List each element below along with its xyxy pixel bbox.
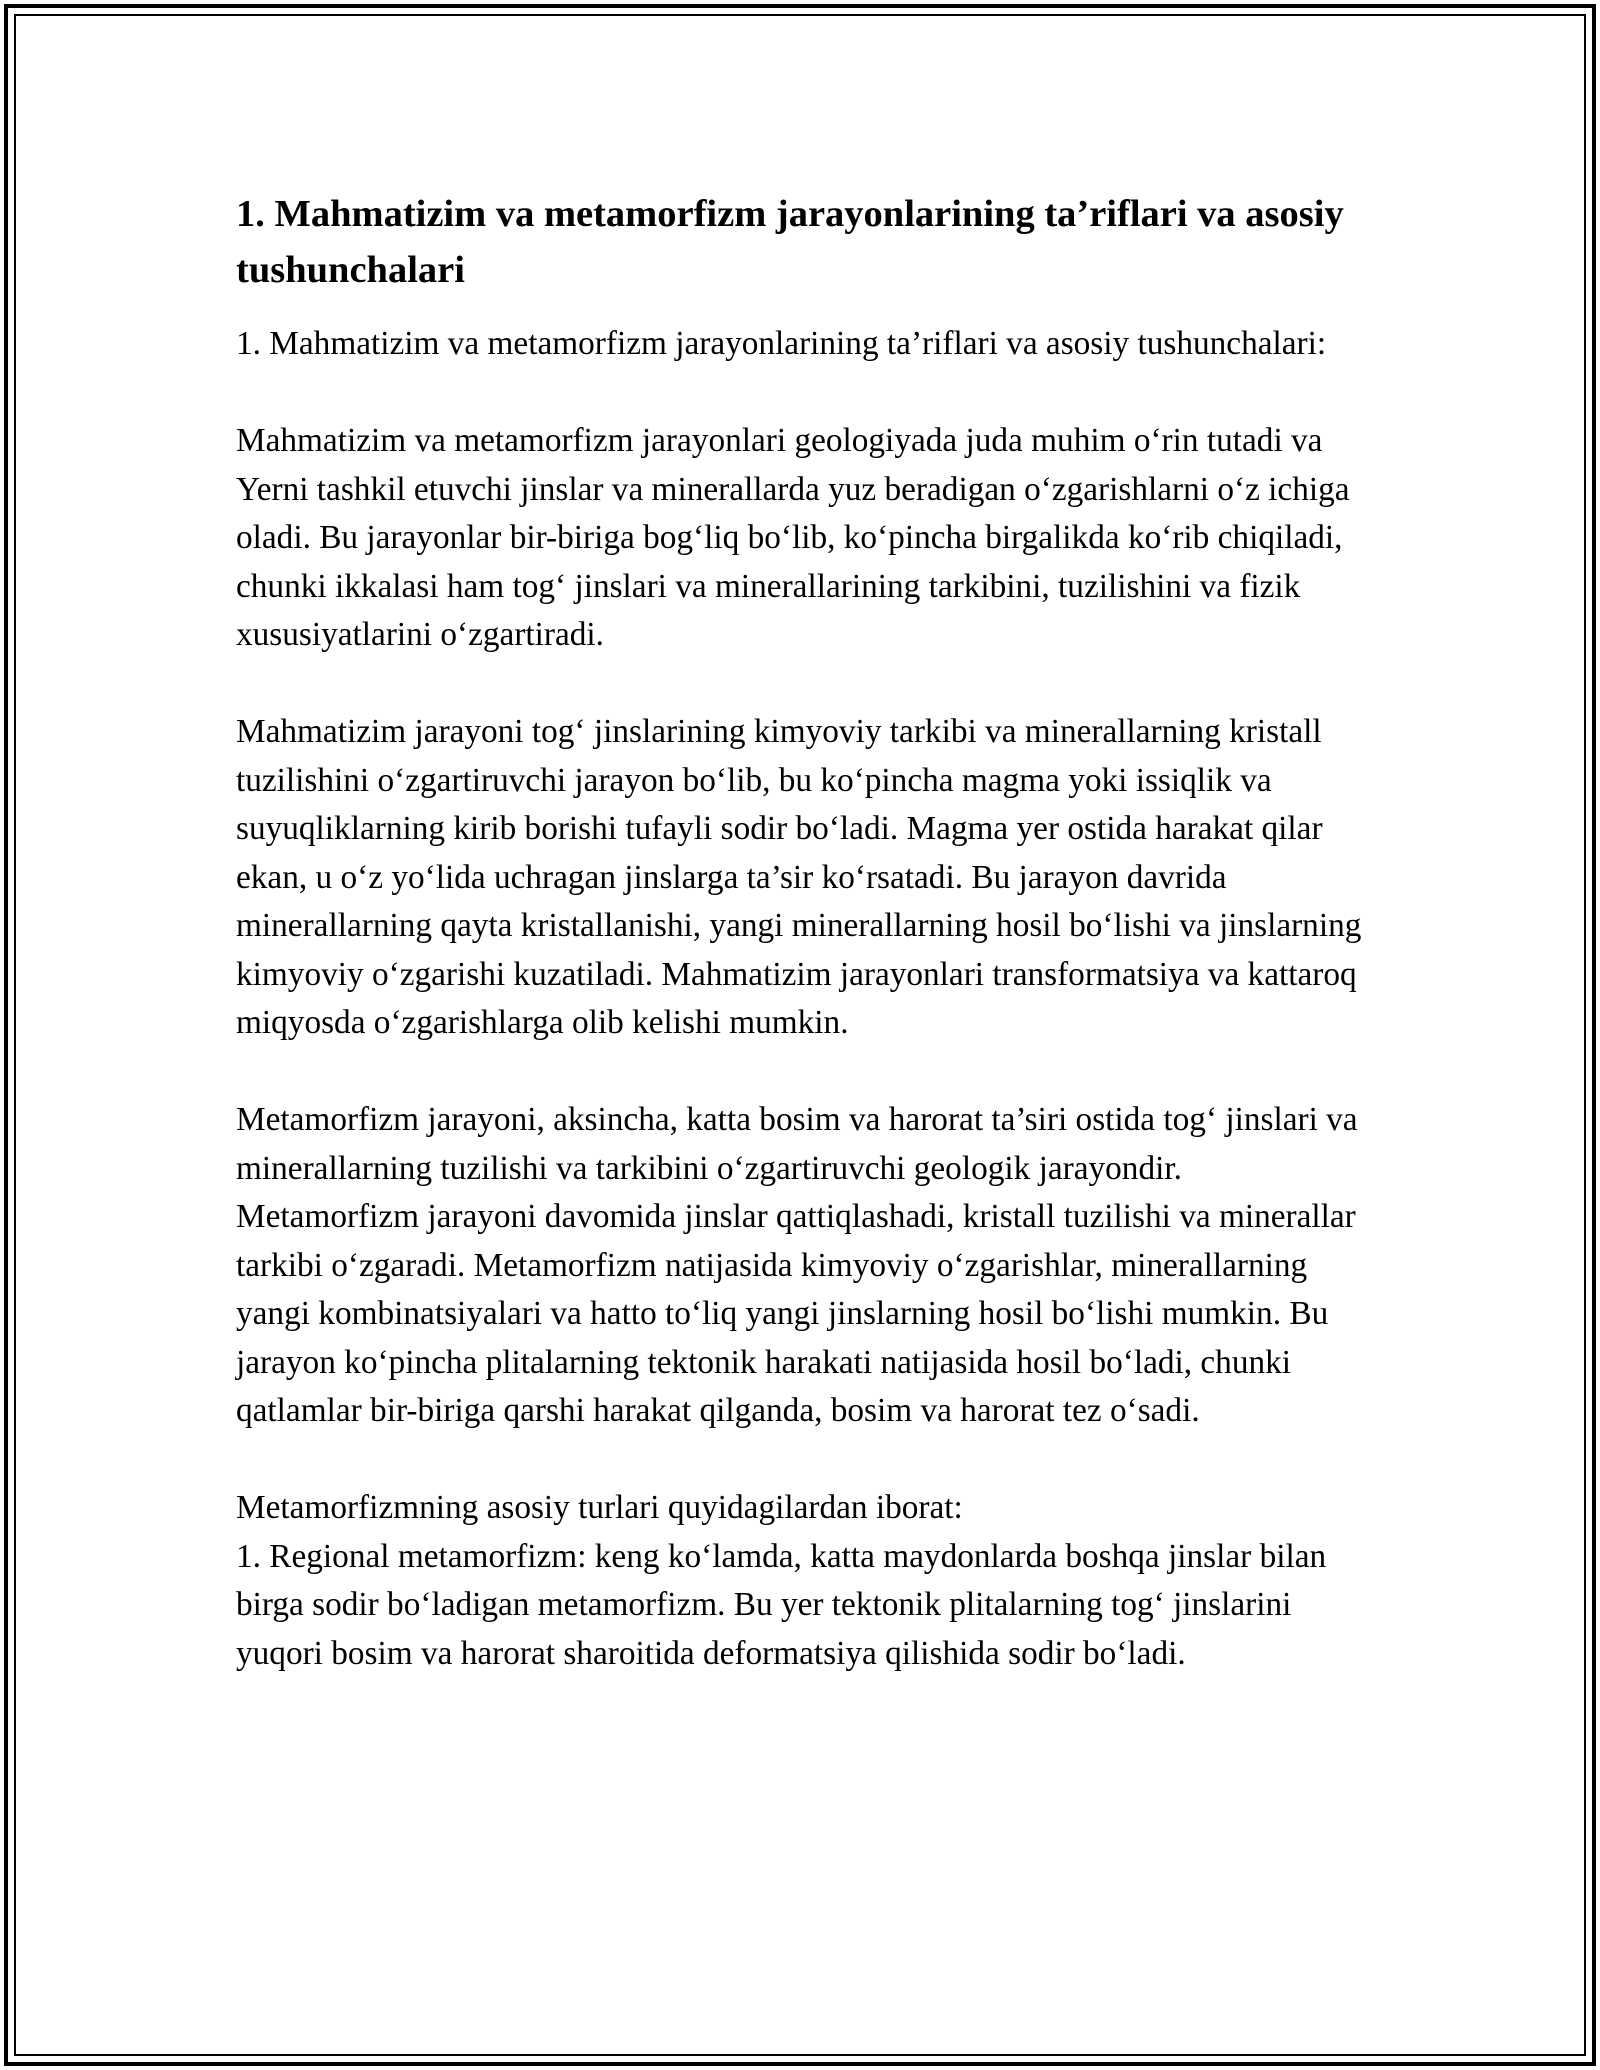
paragraph-metamorfizm: Metamorfizm jarayoni, aksincha, katta bosim va harorat ta’siri ostida tog‘ jinslari va minerallarning tuzilishi va tarkibini o‘zgartiruvchi geologik jarayondir. Metamorfizm jarayoni davomida jinslar qattiqlashadi, kristall tuzilishi va minerallar tarkibi o‘zgaradi. Metamorfizm natijasida kimyoviy o‘zgarishlar, minerallarning yangi kombinatsiyalari va hatto to‘liq yangi jinslarning hosil bo‘lishi mumkin. Bu jarayon ko‘pincha plitalarning tektonik harakati natijasida hosil bo‘ladi, chunki qatlamlar bir-biriga qarshi harakat qilganda, bosim va harorat tez o‘sadi.	[236, 1101, 1358, 1429]
document-title: 1. Mahmatizim va metamorfizm jarayonlarining ta’riflari va asosiy tushunchalari	[236, 193, 1344, 291]
paragraph-mahmatizim: Mahmatizim jarayoni tog‘ jinslarining kimyoviy tarkibi va minerallarning kristall tuzilishini o‘zgartiruvchi jarayon bo‘lib, bu ko‘pincha magma yoki issiqlik va suyuqliklarning kirib borishi tufayli sodir bo‘ladi. Magma yer ostida harakat qilar ekan, u o‘z yo‘lida uchragan jinslarga ta’sir ko‘rsatadi. Bu jarayon davrida minerallarning qayta kristallanishi, yangi minerallarning hosil bo‘lishi va jinslarning kimyoviy o‘zgarishi kuzatiladi. Mahmatizim jarayonlari transformatsiya va kattaroq miqyosda o‘zgarishlarga olib kelishi mumkin.	[236, 713, 1362, 1041]
list-item: 1. Regional metamorfizm: keng ko‘lamda, katta maydonlarda boshqa jinslar bilan birga sodir bo‘ladigan metamorfizm. Bu yer tektonik plitalarning tog‘ jinslarini yuqori bosim va harorat sharoitida deformatsiya qilishida sodir bo‘ladi.	[236, 1537, 1327, 1672]
paragraph-overview: Mahmatizim va metamorfizm jarayonlari geologiyada juda muhim o‘rin tutadi va Yerni tashkil etuvchi jinslar va minerallarda yuz beradigan o‘zgarishlarni o‘z ichiga oladi. Bu jarayonlar bir-biriga bog‘liq bo‘lib, ko‘pincha birgalikda ko‘rib chiqiladi, chunki ikkalasi ham tog‘ jinslari va minerallarining tarkibini, tuzilishini va fizik xususiyatlarini o‘zgartiradi.	[236, 422, 1350, 653]
paragraph-intro: 1. Mahmatizim va metamorfizm jarayonlarining ta’riflari va asosiy tushunchalari:	[236, 325, 1327, 362]
list-intro: Metamorfizmning asosiy turlari quyidagilardan iborat:	[236, 1489, 963, 1526]
document-body	[236, 186, 1366, 1678]
